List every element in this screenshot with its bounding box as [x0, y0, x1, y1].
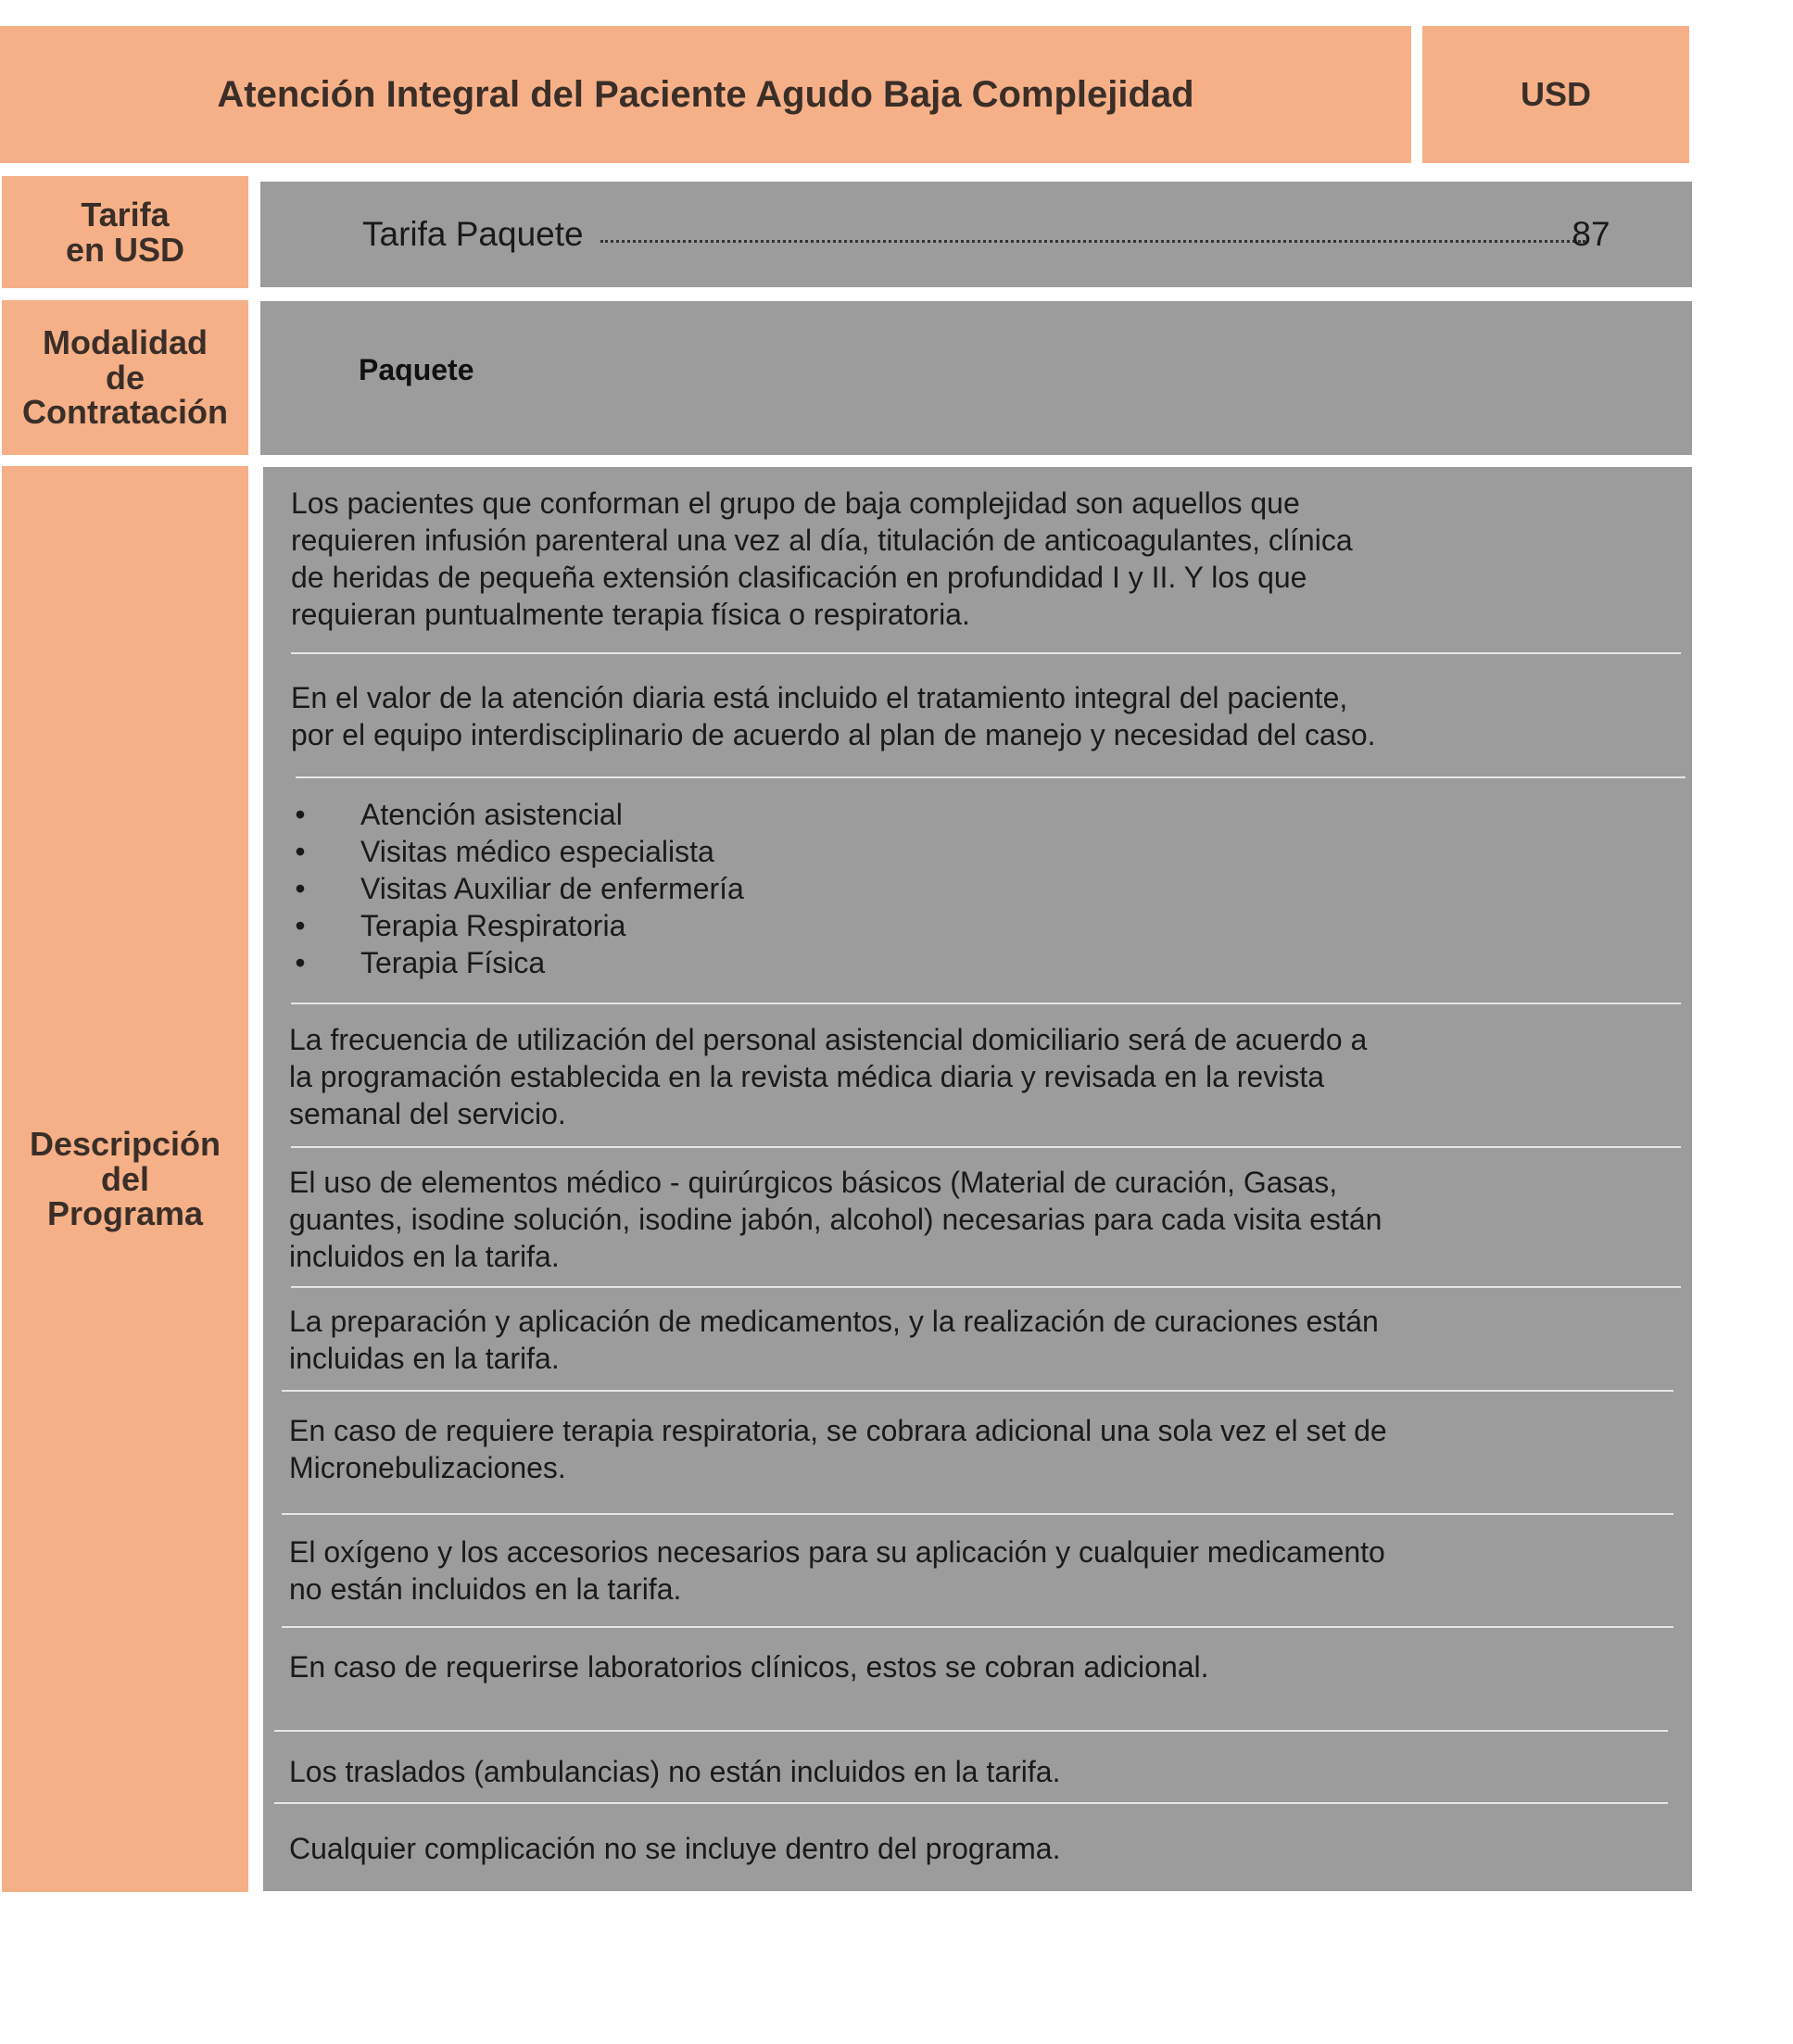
section-divider: [274, 1802, 1668, 1804]
section-divider: [291, 652, 1681, 654]
tarifa-label-cell: [2, 176, 248, 288]
bullet-icon: •: [295, 835, 306, 868]
list-item-label: Atención asistencial: [360, 798, 623, 831]
tarifa-paquete-label: Tarifa Paquete: [362, 215, 584, 253]
list-item: [291, 796, 744, 833]
descripcion-label-line2: del: [100, 1159, 149, 1198]
bullet-icon: •: [295, 909, 306, 942]
services-list: [291, 796, 744, 981]
modalidad-label-line3: Contratación: [21, 393, 228, 432]
modalidad-label-cell: [2, 300, 248, 455]
section-divider: [282, 1390, 1673, 1392]
desc-paragraph-6: [289, 1412, 1577, 1486]
desc-p7-line: El oxígeno y los accesorios necesarios para su aplicación y cualquier medicamento: [289, 1535, 1385, 1569]
tarifa-line: [362, 211, 1585, 258]
list-item: [291, 944, 744, 981]
list-item-label: Terapia Respiratoria: [360, 909, 626, 942]
desc-p10-line: Cualquier complicación no se incluye dentro del programa.: [289, 1832, 1061, 1865]
desc-p1-line: Los pacientes que conforman el grupo de baja complejidad son aquellos que: [291, 486, 1300, 520]
section-divider: [282, 1626, 1673, 1628]
desc-paragraph-9: [289, 1753, 1577, 1790]
tarifa-value: 87: [1572, 215, 1610, 253]
desc-p4-line: incluidos en la tarifa.: [289, 1240, 560, 1273]
bullet-icon: •: [295, 946, 306, 979]
descripcion-label-line1: Descripción: [29, 1124, 221, 1163]
desc-paragraph-2: [291, 679, 1579, 753]
modalidad-label-line2: de: [105, 358, 145, 397]
section-divider: [291, 1003, 1681, 1004]
tarifa-label-line2: en USD: [65, 230, 185, 269]
desc-p5-line: La preparación y aplicación de medicamentos, y la realización de curaciones están: [289, 1305, 1379, 1338]
desc-p3-line: la programación establecida en la revista médica diaria y revisada en la revista: [289, 1060, 1325, 1093]
desc-p1-line: requieren infusión parenteral una vez al día, titulación de anticoagulantes, clínica: [291, 524, 1353, 557]
desc-p3-line: La frecuencia de utilización del personal asistencial domiciliario será de acuerdo a: [289, 1023, 1368, 1056]
desc-paragraph-5: [289, 1303, 1577, 1377]
page-title: Atención Integral del Paciente Agudo Baja Complejidad: [217, 73, 1194, 115]
descripcion-label-cell: [2, 466, 248, 1892]
dotted-leader: [600, 238, 1585, 243]
desc-p8-line: En caso de requerirse laboratorios clínicos, estos se cobran adicional.: [289, 1650, 1209, 1684]
list-item: [291, 907, 744, 944]
modalidad-panel: [260, 301, 1692, 455]
desc-p6-line: En caso de requiere terapia respiratoria, se cobrara adicional una sola vez el set de: [289, 1414, 1387, 1447]
list-item-label: Visitas médico especialista: [360, 835, 714, 868]
section-divider: [282, 1513, 1673, 1515]
currency-header: USD: [1520, 75, 1591, 113]
section-divider: [291, 1286, 1681, 1288]
desc-p1-line: de heridas de pequeña extensión clasificación en profundidad I y II. Y los que: [291, 561, 1307, 594]
section-divider: [296, 776, 1686, 778]
desc-paragraph-8: [289, 1648, 1577, 1685]
desc-p3-line: semanal del servicio.: [289, 1097, 566, 1130]
desc-p2-line: por el equipo interdisciplinario de acuerdo al plan de manejo y necesidad del caso.: [291, 718, 1376, 751]
desc-p4-line: guantes, isodine solución, isodine jabón, alcohol) necesarias para cada visita están: [289, 1203, 1383, 1236]
list-item-label: Terapia Física: [360, 946, 546, 979]
desc-p1-line: requieran puntualmente terapia física o respiratoria.: [291, 598, 970, 631]
tarifa-label-line1: Tarifa: [81, 195, 170, 233]
desc-paragraph-1: [291, 485, 1579, 633]
section-divider: [291, 1146, 1681, 1148]
desc-p4-line: El uso de elementos médico - quirúrgicos básicos (Material de curación, Gasas,: [289, 1166, 1338, 1199]
desc-paragraph-10: [289, 1830, 1577, 1867]
currency-header-cell: [1422, 26, 1689, 163]
descripcion-label-line3: Programa: [46, 1194, 204, 1233]
desc-p9-line: Los traslados (ambulancias) no están incluidos en la tarifa.: [289, 1755, 1061, 1788]
bullet-icon: •: [295, 872, 306, 905]
section-divider: [274, 1730, 1668, 1732]
list-item: [291, 833, 744, 870]
list-item-label: Visitas Auxiliar de enfermería: [360, 872, 744, 905]
desc-p7-line: no están incluidos en la tarifa.: [289, 1572, 682, 1606]
descripcion-panel: [263, 467, 1692, 1891]
list-item: [291, 870, 744, 907]
desc-p6-line: Micronebulizaciones.: [289, 1451, 566, 1484]
modalidad-label-line1: Modalidad: [42, 322, 208, 361]
desc-paragraph-7: [289, 1533, 1577, 1608]
tarifa-panel: [260, 182, 1692, 287]
modalidad-value: Paquete: [359, 353, 474, 386]
desc-paragraph-3: [289, 1021, 1577, 1132]
desc-p2-line: En el valor de la atención diaria está incluido el tratamiento integral del paciente,: [291, 681, 1348, 714]
page-title-cell: [0, 26, 1411, 163]
desc-p5-line: incluidas en la tarifa.: [289, 1342, 560, 1375]
desc-paragraph-4: [289, 1164, 1577, 1275]
bullet-icon: •: [295, 798, 306, 831]
